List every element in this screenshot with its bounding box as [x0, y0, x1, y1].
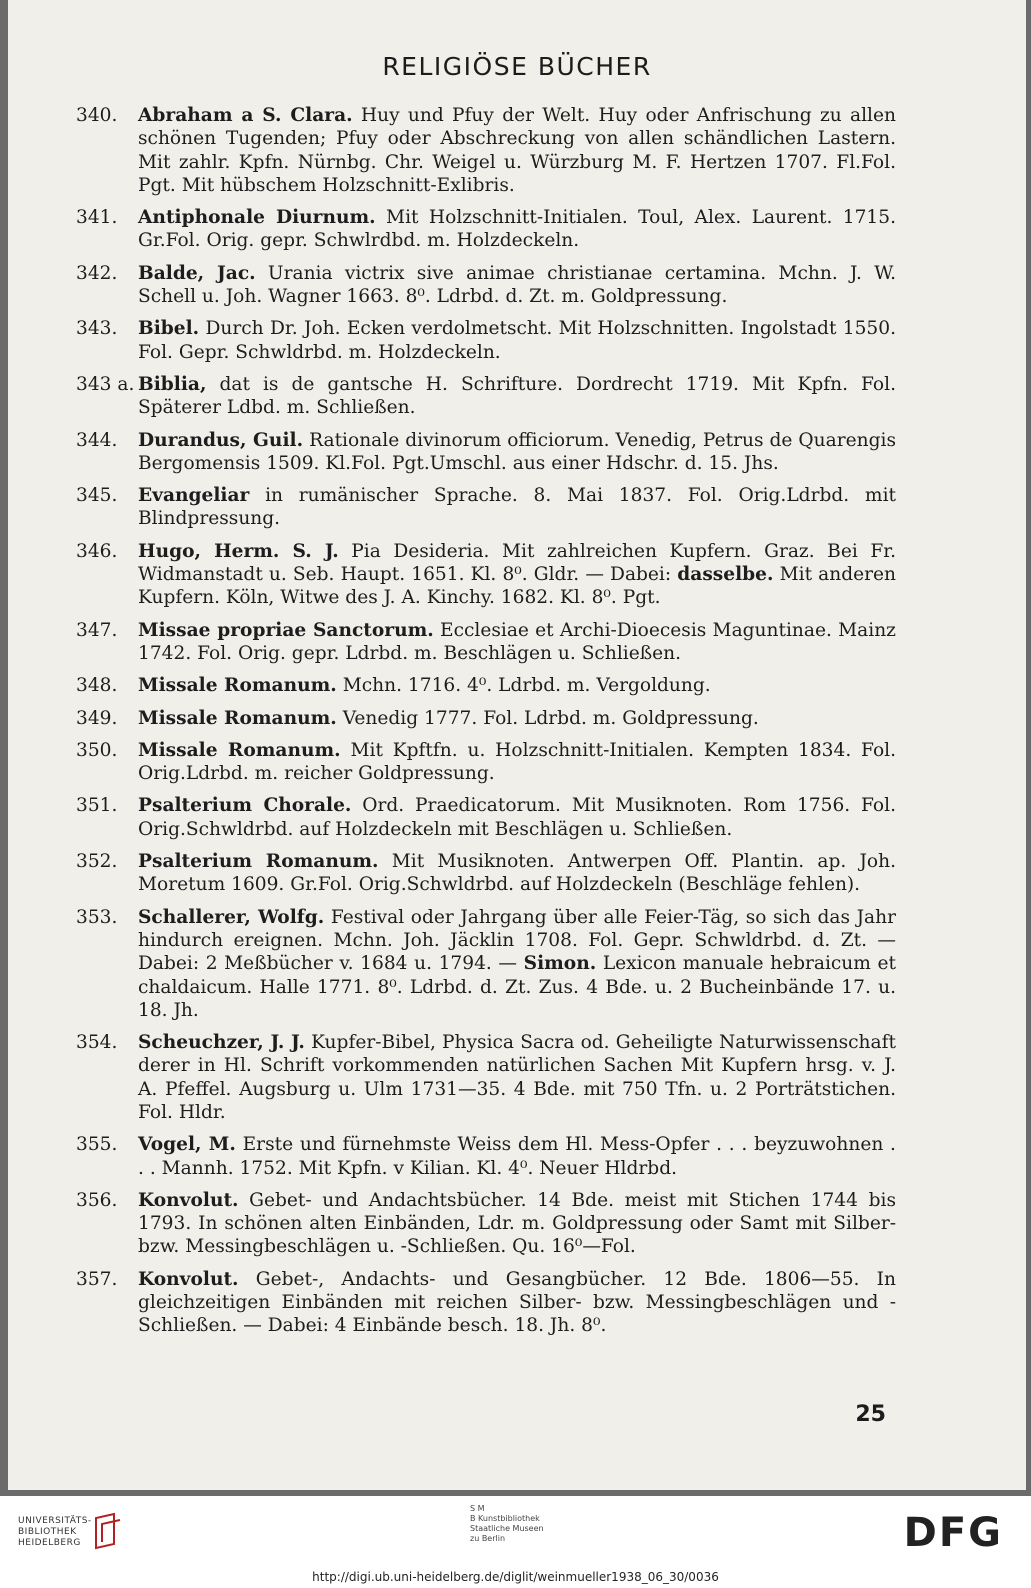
- entry-number: 342.: [76, 262, 118, 284]
- uni-line-2: BIBLIOTHEK: [18, 1527, 77, 1537]
- entry-author: Durandus, Guil.: [138, 429, 304, 451]
- entry-text: Mchn. 1716. 4⁰. Ldrbd. m. Vergoldung.: [342, 675, 711, 697]
- entry-number: 354.: [76, 1032, 118, 1054]
- entry-author: Missale Romanum.: [138, 739, 341, 761]
- permalink-url[interactable]: http://digi.ub.uni-heidelberg.de/diglit/weinmueller1938_06_30/0036: [312, 1570, 719, 1584]
- catalog-entry: [76, 317, 896, 364]
- entry-author: Psalterium Chorale.: [138, 795, 352, 817]
- entry-author: Balde, Jac.: [138, 262, 256, 284]
- entry-secondary-author: dasselbe.: [677, 564, 774, 586]
- catalog-entry: [76, 619, 896, 666]
- entry-number: 352.: [76, 851, 118, 873]
- entry-text: Venedig 1777. Fol. Ldrbd. m. Goldpressung.: [342, 707, 759, 729]
- uni-line-1: UNIVERSITÄTS-: [18, 1516, 92, 1526]
- catalog-entry: [76, 739, 896, 786]
- smb-line-4: zu Berlin: [470, 1534, 506, 1543]
- entry-author: Hugo, Herm. S. J.: [138, 540, 339, 562]
- entry-text: Huy und Pfuy der Welt. Huy oder Anfrischung zu allen schönen Tugenden; Pfuy oder Abschreckung von allen schändlichen Lastern. Mit zahlr. Kpfn. Nürnbg. Chr. Weigel u. Würzburg M. F. Hertzen 1707. Fl.Fol. Pgt. Mit hübschem Holzschnitt-Exlibris.: [138, 105, 896, 196]
- entry-author: Missale Romanum.: [138, 675, 337, 697]
- catalog-entry: [76, 373, 896, 420]
- entry-number: 356.: [76, 1189, 118, 1211]
- entry-number: 350.: [76, 739, 118, 761]
- entry-author: Missale Romanum.: [138, 707, 337, 729]
- smb-line-3: Staatliche Museen: [470, 1524, 544, 1533]
- entry-number: 341.: [76, 207, 118, 229]
- dfg-logo: DFG: [903, 1510, 1003, 1556]
- entry-text: Durch Dr. Joh. Ecken verdolmetscht. Mit Holzschnitten. Ingolstadt 1550. Fol. Gepr. Schwldrbd. m. Holzdeckeln.: [138, 318, 896, 363]
- catalog-entry: [76, 104, 896, 197]
- uni-line-3: HEIDELBERG: [18, 1538, 81, 1548]
- entry-text: Gebet- und Andachtsbücher. 14 Bde. meist mit Stichen 1744 bis 1793. In schönen alten Einbänden, Ldr. m. Goldpressung oder Samt mit Silber- bzw. Messingbeschlägen u. -Schließen. Qu. 16⁰—Fol.: [138, 1189, 896, 1258]
- entry-number: 353.: [76, 906, 118, 928]
- catalog-entry: [76, 484, 896, 531]
- entry-author: Scheuchzer, J. J.: [138, 1032, 305, 1054]
- catalog-entry: [76, 1189, 896, 1259]
- entry-author: Evangeliar: [138, 485, 250, 507]
- entry-secondary-text: Mit anderen Kupfern. Köln, Witwe des J. A. Kinchy. 1682. Kl. 8⁰. Pgt.: [138, 564, 896, 609]
- page-heading: RELIGIÖSE BÜCHER: [382, 52, 652, 81]
- catalog-entry: [76, 540, 896, 610]
- entry-text: Rationale divinorum officiorum. Venedig, Petrus de Quarengis Bergomensis 1509. Kl.Fol. Pgt.Umschl. aus einer Hdschr. d. 15. Jhs.: [138, 429, 896, 474]
- entry-author: Schallerer, Wolfg.: [138, 906, 325, 928]
- entry-text: Festival oder Jahrgang über alle Feier-Täg, so sich das Jahr hindurch ereignen. Mchn. Joh. Jäcklin 1708. Fol. Gepr. Schwldrbd. d. Zt. — Dabei: 2 Meßbücher v. 1684 u. 1794. —: [138, 906, 896, 975]
- entry-secondary-text: Lexicon manuale hebraicum et chaldaicum. Halle 1771. 8⁰. Ldrbd. d. Zt. Zus. 4 Bde. u. 2 Bucheinbände 17. u. 18. Jh.: [138, 953, 896, 1021]
- entry-number: 348.: [76, 675, 118, 697]
- catalog-entry: [76, 1133, 896, 1180]
- entry-number: 345.: [76, 485, 118, 507]
- entry-number: 344.: [76, 429, 118, 451]
- smb-label: [470, 1504, 544, 1544]
- entry-author: Konvolut.: [138, 1189, 239, 1211]
- catalog-entry: [76, 429, 896, 476]
- catalog-entry: [76, 674, 896, 697]
- entry-author: Biblia,: [138, 373, 207, 395]
- entry-text: Ecclesiae et Archi-Dioecesis Maguntinae. Mainz 1742. Fol. Orig. gepr. Ldrbd. m. Beschlägen u. Schließen.: [138, 619, 896, 664]
- entry-author: Antiphonale Diurnum.: [138, 207, 376, 229]
- document-page: [8, 0, 1026, 1490]
- catalog-entry: [76, 850, 896, 897]
- entry-text: in rumänischer Sprache. 8. Mai 1837. Fol. Orig.Ldrbd. mit Blindpressung.: [138, 485, 896, 530]
- entry-author: Konvolut.: [138, 1268, 239, 1290]
- entry-number: 340.: [76, 105, 118, 126]
- entry-text: Erste und fürnehmste Weiss dem Hl. Mess-Opfer . . . beyzuwohnen . . . Mannh. 1752. Mit Kpfn. v Kilian. Kl. 4⁰. Neuer Hldrbd.: [138, 1134, 896, 1179]
- entry-number: 346.: [76, 540, 118, 562]
- catalog-entry: [76, 262, 896, 309]
- entry-text: Mit Kpftfn. u. Holzschnitt-Initialen. Kempten 1834. Fol. Orig.Ldrbd. m. reicher Goldpressung.: [138, 739, 896, 785]
- entry-text: Gebet-, Andachts- und Gesangbücher. 12 Bde. 1806—55. In gleichzeitigen Einbänden mit reichen Silber- bzw. Messingbeschlägen und -Schließen. — Dabei: 4 Einbände besch. 18. Jh. 8⁰.: [138, 1268, 897, 1337]
- entry-number: 343 a.: [76, 373, 135, 395]
- entry-number: 347.: [76, 619, 118, 641]
- catalog-entry: [76, 1031, 896, 1124]
- entry-number: 355.: [76, 1134, 118, 1156]
- catalog-entry: [76, 206, 896, 253]
- smb-line-2: B Kunstbibliothek: [470, 1514, 540, 1523]
- entry-number: 349.: [76, 707, 118, 729]
- entry-author: Missae propriae Sanctorum.: [138, 619, 434, 641]
- entry-text: Urania victrix sive animae christianae certamina. Mchn. J. W. Schell u. Joh. Wagner 1663. 8⁰. Ldrbd. d. Zt. m. Goldpressung.: [138, 262, 896, 308]
- entry-text: dat is de gantsche H. Schrifture. Dordrecht 1719. Mit Kpfn. Fol. Späterer Ldbd. m. Schließen.: [138, 373, 896, 419]
- entry-text: Kupfer-Bibel, Physica Sacra od. Geheiligte Naturwissenschaft derer in Hl. Schrift vorkommenden natürlichen Sachen Mit Kupfern hrsg. v. J. A. Pfeffel. Augsburg u. Ulm 1731—35. 4 Bde. mit 750 Tfn. u. 2 Porträtstichen. Fol. Hldr.: [138, 1032, 896, 1123]
- entry-author: Vogel, M.: [138, 1134, 236, 1156]
- page-number: 25: [855, 1402, 886, 1427]
- entry-author: Bibel.: [138, 318, 200, 340]
- entry-text: Mit Holzschnitt-Initialen. Toul, Alex. Laurent. 1715. Gr.Fol. Orig. gepr. Schwlrdbd. m. Holzdeckeln.: [138, 207, 896, 252]
- catalog-entry: [76, 1268, 896, 1338]
- heidelberg-library-label: [18, 1516, 92, 1549]
- entry-author: Psalterium Romanum.: [138, 851, 379, 873]
- entry-author: Abraham a S. Clara.: [138, 105, 353, 126]
- catalog-entry: [76, 906, 896, 1022]
- entry-text: Pia Desideria. Mit zahlreichen Kupfern. Graz. Bei Fr. Widmanstadt u. Seb. Haupt. 1651. Kl. 8⁰. Gldr. — Dabei:: [138, 540, 896, 586]
- catalog-entries: [76, 104, 896, 1347]
- catalog-entry: [76, 794, 896, 841]
- entry-text: Mit Musiknoten. Antwerpen Off. Plantin. ap. Joh. Moretum 1609. Gr.Fol. Orig.Schwldrbd. auf Holzdeckeln (Beschläge fehlen).: [138, 851, 896, 896]
- viewer-footer: [0, 1496, 1031, 1588]
- entry-number: 357.: [76, 1268, 118, 1290]
- smb-line-1: S M: [470, 1504, 485, 1513]
- entry-text: Ord. Praedicatorum. Mit Musiknoten. Rom 1756. Fol. Orig.Schwldrbd. auf Holzdeckeln mit Beschlägen u. Schließen.: [138, 795, 896, 840]
- entry-number: 351.: [76, 795, 118, 817]
- entry-secondary-author: Simon.: [523, 953, 597, 975]
- catalog-entry: [76, 707, 896, 730]
- entry-number: 343.: [76, 318, 118, 340]
- heidelberg-logo-icon: [92, 1512, 124, 1552]
